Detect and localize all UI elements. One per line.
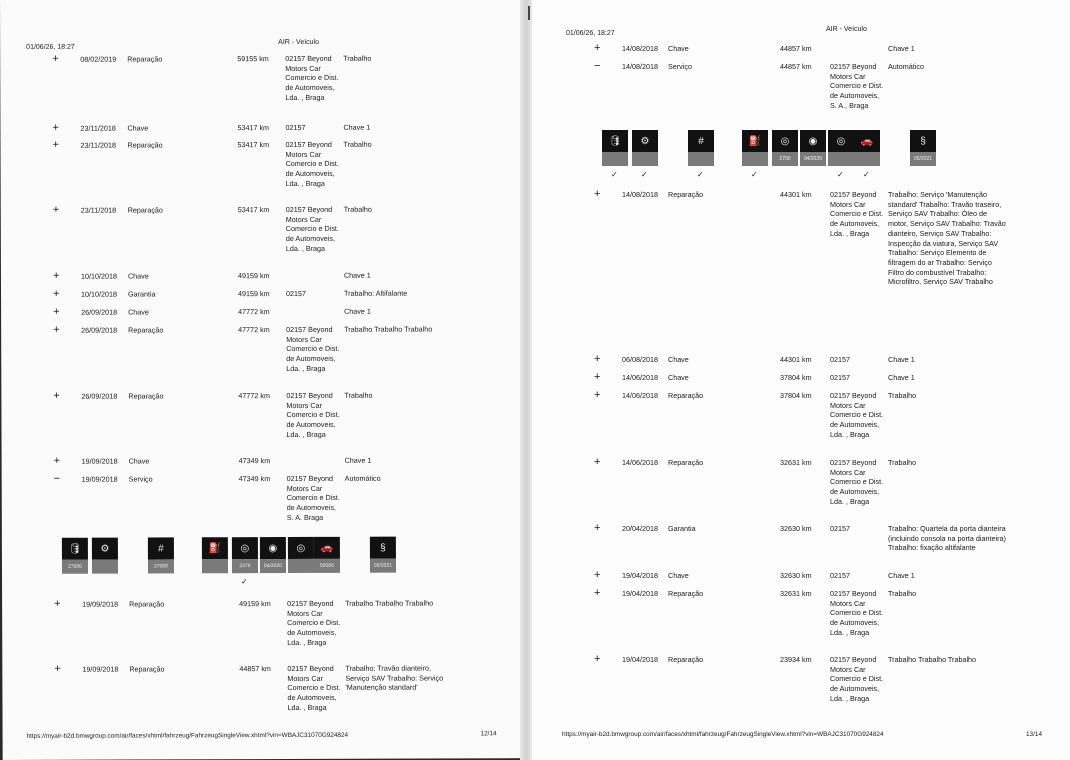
row-mileage: 59155 km — [237, 54, 269, 64]
row-mileage: 37804 km — [780, 373, 812, 382]
history-row — [0, 138, 520, 188]
page-title: AIR - Veículo — [826, 26, 867, 33]
expand-toggle[interactable]: + — [594, 456, 601, 468]
row-date: 14/08/2018 — [622, 62, 658, 71]
row-type: Reparação — [668, 589, 704, 598]
row-mileage: 49159 km — [239, 599, 271, 609]
row-date: 19/09/2018 — [82, 664, 119, 674]
service-due-label — [92, 560, 118, 574]
row-mileage: 53417 km — [237, 140, 270, 150]
row-dealer: 02157 Beyond Motors Car Comercio e Dist. de Automoveis, Lda. , Braga — [286, 324, 340, 373]
row-type: Serviço — [668, 62, 692, 71]
service-icons-strip — [602, 130, 942, 182]
row-date: 19/04/2018 — [622, 655, 658, 664]
history-row — [1, 305, 521, 318]
history-row — [2, 454, 522, 467]
check-icon: ✓ — [241, 577, 248, 587]
page-gutter — [520, 0, 532, 760]
service-due-label: 50000 — [314, 559, 340, 573]
check-icon: ✓ — [611, 170, 618, 179]
service-tile — [742, 130, 768, 168]
service-due-label — [602, 152, 628, 166]
row-type: Chave — [127, 271, 149, 281]
expand-toggle[interactable]: + — [594, 42, 601, 54]
row-date: 14/08/2018 — [622, 44, 658, 53]
row-detail: Chave 1 — [343, 270, 371, 280]
row-date: 14/06/2018 — [622, 458, 658, 467]
row-type: Reparação — [128, 391, 164, 401]
row-detail: Chave 1 — [888, 44, 915, 53]
row-dealer: 02157 Beyond Motors Car Comercio e Dist. de Automoveis, S. A. Braga — [286, 473, 340, 522]
check-icon: ✓ — [751, 170, 758, 179]
row-dealer: 02157 — [830, 571, 850, 580]
row-date: 26/09/2018 — [81, 325, 118, 335]
expand-toggle[interactable]: + — [594, 522, 601, 534]
brake-rear-icon: ◎ — [232, 537, 258, 559]
service-tile — [288, 537, 314, 575]
service-tile — [260, 537, 286, 575]
row-dealer: 02157 Beyond Motors Car Comercio e Dist. de Automoveis, S. A., Braga — [830, 62, 884, 110]
expand-toggle[interactable]: − — [594, 60, 601, 72]
service-tile — [828, 130, 854, 168]
row-dealer: 02157 Beyond Motors Car Comercio e Dist. de Automoveis, Lda. , Braga — [287, 663, 341, 712]
service-due-label — [828, 152, 854, 166]
row-type: Reparação — [127, 205, 163, 215]
expand-toggle[interactable]: + — [53, 389, 60, 402]
expand-toggle[interactable]: + — [54, 597, 61, 610]
row-type: Reparação — [668, 190, 704, 199]
history-row — [2, 597, 522, 647]
row-mileage: 49159 km — [238, 289, 270, 299]
row-detail: Trabalho — [343, 139, 372, 149]
row-type: Chave — [128, 307, 149, 317]
row-dealer: 02157 Beyond Motors Car Comercio e Dist. de Automoveis, Lda. , Braga — [830, 589, 884, 637]
row-mileage: 32631 km — [780, 589, 812, 598]
row-dealer: 02157 Beyond Motors Car Comercio e Dist. de Automoveis, Lda. , Braga — [830, 655, 884, 703]
row-mileage: 32630 km — [780, 571, 812, 580]
history-row — [1, 269, 521, 282]
legal-inspection-icon: § — [910, 130, 936, 152]
expand-toggle[interactable]: + — [52, 269, 60, 282]
print-date: 01/06/26, 18:27 — [26, 43, 75, 51]
service-tile — [772, 130, 798, 168]
service-due-label: 27000 — [62, 560, 88, 574]
service-due-label: 2700 — [772, 152, 798, 166]
row-date: 20/04/2018 — [622, 524, 658, 533]
history-row — [0, 52, 520, 102]
brake-front-icon: ◎ — [288, 537, 314, 559]
service-tile — [62, 538, 88, 576]
filter-icon: # — [148, 537, 174, 559]
row-date: 14/06/2018 — [622, 373, 658, 382]
row-dealer: 02157 — [830, 524, 850, 533]
row-date: 06/08/2018 — [622, 355, 658, 364]
expand-toggle[interactable]: + — [54, 662, 61, 675]
row-date: 10/10/2018 — [81, 289, 118, 299]
row-mileage: 53417 km — [237, 205, 270, 215]
row-type: Reparação — [668, 655, 704, 664]
row-mileage: 32631 km — [780, 458, 812, 467]
expand-toggle[interactable]: + — [594, 188, 601, 200]
service-tile — [910, 130, 936, 168]
row-type: Garantia — [668, 524, 696, 533]
service-due-label: 27000 — [148, 559, 174, 573]
row-detail: Trabalho — [888, 458, 917, 467]
expand-toggle[interactable]: + — [52, 52, 59, 65]
engine-icon: ⚙ — [632, 130, 658, 152]
row-mileage: 47349 km — [238, 474, 271, 484]
row-mileage: 47772 km — [238, 391, 270, 401]
row-date: 23/11/2018 — [80, 205, 117, 215]
document-page-right — [532, 0, 1070, 760]
row-mileage: 49159 km — [237, 271, 270, 281]
row-dealer: 02157 Beyond Motors Car Comercio e Dist. de Automoveis, Lda. , Braga — [830, 458, 884, 506]
row-type: Chave — [668, 44, 689, 53]
row-mileage: 44857 km — [239, 664, 271, 674]
row-type: Chave — [127, 123, 149, 133]
expand-toggle[interactable]: + — [594, 371, 601, 383]
expand-toggle[interactable]: + — [594, 587, 601, 599]
engine-icon: ⚙ — [92, 538, 118, 560]
fuel-filter-icon: ⛽ — [742, 130, 768, 152]
check-icon: ✓ — [837, 170, 844, 179]
row-type: Chave — [668, 373, 689, 382]
row-mileage: 44301 km — [780, 355, 812, 364]
service-due-label — [854, 152, 880, 166]
service-due-label: 04/2020 — [800, 152, 826, 166]
row-detail: Chave 1 — [344, 455, 372, 465]
row-date: 14/08/2018 — [622, 190, 658, 199]
check-icon: ✓ — [641, 170, 648, 179]
service-tile — [370, 537, 396, 575]
row-detail: Trabalho — [888, 589, 917, 598]
row-type: Chave — [668, 571, 689, 580]
row-mileage: 37804 km — [780, 391, 812, 400]
footer-url: https://myair-b2d.bmwgroup.com/air/faces/xhtml/fahrzeug/FahrzeugSingleView.xhtml?vin=WBAJC31070G924824 — [562, 731, 884, 738]
page-number: 13/14 — [1026, 731, 1042, 738]
row-detail: Chave 1 — [888, 373, 915, 382]
service-due-label — [742, 152, 768, 166]
row-dealer: 02157 — [830, 355, 850, 364]
row-mileage: 47772 km — [238, 307, 270, 317]
expand-toggle[interactable]: + — [594, 353, 601, 365]
row-date: 19/04/2018 — [622, 589, 658, 598]
row-dealer: 02157 Beyond Motors Car Comercio e Dist. de Automoveis, Lda. , Braga — [285, 53, 339, 102]
service-due-label: 05/2021 — [370, 559, 396, 573]
history-row — [0, 121, 520, 134]
row-date: 10/10/2018 — [80, 271, 117, 281]
row-dealer: 02157 Beyond Motors Car Comercio e Dist. de Automoveis, Lda. , Braga — [286, 390, 340, 439]
row-detail: Trabalho: Travão dianteiro, Serviço SAV Trabalho: Serviço 'Manutenção standard' — [345, 663, 444, 693]
row-date: 19/09/2018 — [81, 456, 118, 466]
expand-toggle[interactable]: + — [594, 653, 601, 665]
row-type: Reparação — [129, 664, 165, 674]
row-mileage: 47772 km — [238, 325, 270, 335]
row-type: Reparação — [127, 140, 163, 150]
row-date: 26/09/2018 — [81, 307, 118, 317]
history-row — [1, 389, 521, 439]
car-inspection-icon: 🚗 — [314, 537, 340, 559]
row-date: 14/06/2018 — [622, 391, 658, 400]
service-tile — [314, 537, 340, 575]
check-icon: ✓ — [697, 170, 704, 179]
row-dealer: 02157 Beyond Motors Car Comercio e Dist. de Automoveis, Lda. , Braga — [287, 598, 341, 647]
row-mileage: 44857 km — [780, 62, 812, 71]
row-detail: Trabalho: Serviço 'Manutenção standard' Trabalho: Travão traseiro, Serviço SAV Trabalho: Óleo de motor, Serviço SAV Trabalho: Travão dianteiro, Serviço SAV Trabalho: Inspecção da viatura, Serviço SAV Trabalho: Serviço Elemento de filtragem do ar Trabalho: Serviço Filtro do combustível Trabalho: Microfiltro, Serviço SAV Trabalho — [888, 190, 1006, 287]
expand-toggle[interactable]: + — [594, 389, 601, 401]
row-detail: Chave 1 — [888, 571, 915, 580]
row-detail: Trabalho: Altifalante — [344, 288, 408, 298]
row-detail: Trabalho — [344, 390, 373, 400]
service-due-label — [632, 152, 658, 166]
page-number: 12/14 — [480, 730, 497, 738]
row-mileage: 47349 km — [238, 456, 271, 466]
row-detail: Trabalho Trabalho Trabalho — [345, 598, 434, 608]
history-row — [2, 662, 522, 712]
service-tile — [92, 538, 118, 576]
expand-toggle[interactable]: + — [52, 138, 59, 151]
fuel-filter-icon: ⛽ — [202, 537, 228, 559]
document-page-left — [0, 0, 523, 760]
row-detail: Trabalho Trabalho Trabalho — [888, 655, 977, 664]
row-date: 08/02/2019 — [80, 54, 117, 64]
legal-inspection-icon: § — [370, 537, 396, 559]
row-detail: Automático — [888, 62, 924, 71]
row-detail: Automático — [344, 473, 381, 483]
service-due-label: 05/2021 — [910, 152, 936, 166]
row-type: Reparação — [668, 458, 704, 467]
row-detail: Trabalho: Quartela da porta dianteira (incluindo consola na porta dianteira) Trabalho: fixação altifalante — [888, 524, 1006, 553]
expand-toggle[interactable]: + — [53, 287, 60, 300]
row-mileage: 23934 km — [780, 655, 812, 664]
row-type: Reparação — [128, 325, 164, 335]
row-mileage: 53417 km — [237, 123, 270, 133]
binding-mark — [528, 6, 530, 20]
row-date: 23/11/2018 — [80, 123, 116, 133]
service-tile — [148, 537, 174, 575]
service-icons-strip — [62, 537, 402, 590]
expand-toggle[interactable]: + — [594, 569, 601, 581]
row-date: 19/09/2018 — [81, 474, 118, 484]
service-tile — [688, 130, 714, 168]
row-detail: Chave 1 — [343, 122, 371, 132]
print-date: 01/06/26, 18:27 — [566, 30, 615, 37]
expand-toggle[interactable]: + — [53, 454, 61, 467]
row-type: Garantia — [128, 289, 156, 299]
history-row — [1, 287, 521, 300]
row-mileage: 44301 km — [780, 190, 812, 199]
row-detail: Trabalho — [888, 391, 917, 400]
expand-toggle[interactable]: + — [53, 323, 60, 336]
brake-front-icon: ◎ — [828, 130, 854, 152]
row-type: Reparação — [129, 599, 165, 609]
brake-fluid-icon: ◉ — [260, 537, 286, 559]
expand-toggle[interactable]: − — [53, 472, 61, 485]
oil-icon: 🛢 — [62, 538, 88, 560]
service-tile — [232, 537, 258, 575]
brake-rear-icon: ◎ — [772, 130, 798, 152]
row-date: 19/04/2018 — [622, 571, 658, 580]
service-due-label — [202, 559, 228, 573]
row-detail: Chave 1 — [344, 306, 371, 316]
row-detail: Trabalho — [343, 204, 372, 214]
row-date: 23/11/2018 — [80, 140, 116, 150]
check-icon: ✓ — [863, 170, 870, 179]
row-type: Chave — [668, 355, 689, 364]
service-due-label: 04/2020 — [260, 559, 286, 573]
car-inspection-icon: 🚗 — [854, 130, 880, 152]
service-tile — [632, 130, 658, 168]
footer-url: https://myair-b2d.bmwgroup.com/air/faces/xhtml/fahrzeug/FahrzeugSingleView.xhtml?vin=WBAJC31070G924824 — [26, 731, 349, 740]
row-detail: Trabalho — [343, 53, 372, 63]
filter-icon: # — [688, 130, 714, 152]
row-type: Chave — [128, 456, 150, 466]
row-type: Serviço — [128, 474, 153, 484]
row-date: 26/09/2018 — [81, 391, 118, 401]
expand-toggle[interactable]: + — [53, 305, 60, 318]
service-due-label — [688, 152, 714, 166]
oil-icon: 🛢 — [602, 130, 628, 152]
row-mileage: 32630 km — [780, 524, 812, 533]
expand-toggle[interactable]: + — [52, 203, 60, 216]
brake-fluid-icon: ◉ — [800, 130, 826, 152]
row-dealer: 02157 — [830, 373, 850, 382]
service-tile — [854, 130, 880, 168]
row-dealer: 02157 Beyond Motors Car Comercio e Dist. de Automoveis, Lda. , Braga — [830, 391, 884, 439]
row-type: Reparação — [127, 54, 163, 64]
service-tile — [800, 130, 826, 168]
row-type: Reparação — [668, 391, 704, 400]
service-due-label: 2370 — [232, 559, 258, 573]
row-dealer: 02157 Beyond Motors Car Comercio e Dist. de Automoveis, Lda. , Braga — [285, 139, 339, 188]
row-date: 19/09/2018 — [82, 599, 119, 609]
expand-toggle[interactable]: + — [52, 121, 59, 134]
row-dealer: 02157 Beyond Motors Car Comercio e Dist. de Automoveis, Lda. , Braga — [285, 204, 339, 253]
service-tile — [602, 130, 628, 168]
history-row — [2, 472, 522, 522]
row-mileage: 44857 km — [780, 44, 812, 53]
row-dealer: 02157 Beyond Motors Car Comercio e Dist. de Automoveis, Lda. , Braga — [830, 190, 884, 238]
row-dealer: 02157 — [285, 122, 306, 133]
history-row — [1, 323, 521, 373]
row-dealer: 02157 — [286, 288, 307, 299]
service-tile — [202, 537, 228, 575]
history-row — [1, 203, 521, 253]
page-title: AIR - Veículo — [278, 38, 320, 47]
row-detail: Chave 1 — [888, 355, 915, 364]
row-detail: Trabalho Trabalho Trabalho — [344, 324, 433, 334]
service-due-label — [288, 559, 314, 573]
